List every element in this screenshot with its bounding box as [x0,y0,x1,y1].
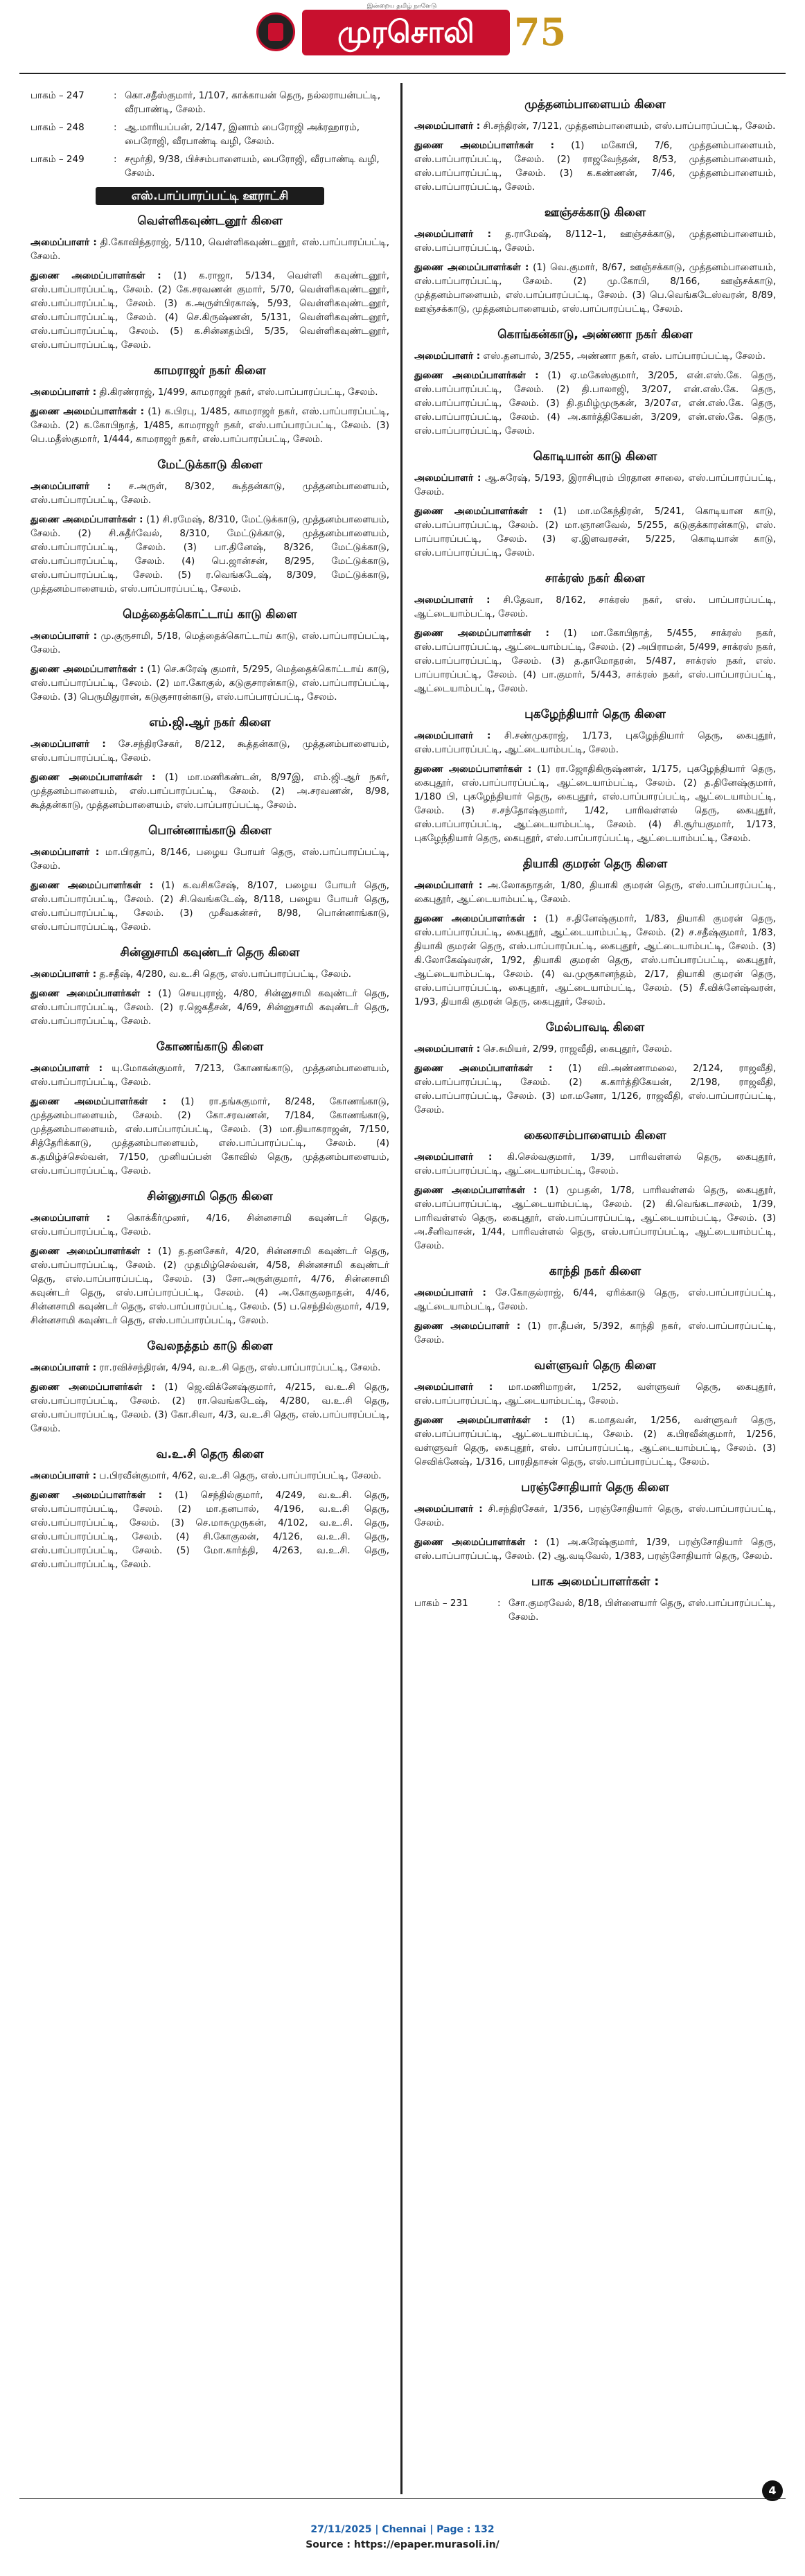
branch-list-right [414,96,776,1563]
booth-agents-title: பாக அமைப்பாளர்கள் : [531,1575,660,1589]
organizer-entry [30,236,389,263]
branch-title: மெத்தைக்கொட்டாய் காடு கிளை [123,608,297,621]
organizer-label: அமைப்பாளர் : [414,351,481,362]
organizer-text: சி.சண்முகராஜ், 1/173, புகழேந்தியார் தெரு, கைபுதூர், எஸ்.பாப்பாரப்பட்டி, ஆட்டையாம்பட்டி, சேலம். [414,730,777,755]
union-heading: எஸ்.பாப்பாரப்பட்டி ஊராட்சி [96,187,324,205]
organizer-text: ச.அருள், 8/302, கூத்தன்காடு, முத்தனம்பாளையம், எஸ்.பாப்பாரப்பட்டி, சேலம். [30,481,390,506]
organizer-label: அமைப்பாளர் : [414,880,483,891]
deputy-label: துணை அமைப்பாளர்கள் : [414,1537,538,1548]
deputy-entry [414,1535,776,1563]
deputy-label: துணை அமைப்பாளர்கள் : [30,1490,163,1501]
branch-section [414,1127,776,1253]
organizer-text: சி.தேவா, 8/162, சாக்ரஸ் நகர், எஸ். பாப்பாரப்பட்டி, ஆட்டையாம்பட்டி, சேலம். [414,594,777,619]
organizer-entry [414,1380,776,1408]
deputy-entry [414,762,776,845]
branch-title: பொன்னாங்காடு கிளை [148,824,272,838]
deputy-text: (1) மகோபி, 7/6, முத்தனம்பாளையம், எஸ்.பாப்பாரப்பட்டி, சேலம். (2) ராஜவேந்தன், 8/53, முத்தனம்பாளையம், எஸ்.பாப்பாரப்பட்டி, சேலம். (3) க.கண்ணன், 7/46, முத்தனம்பாளையம், எஸ்.பாப்பாரப்பட்டி, சேலம். [414,140,777,193]
organizer-entry [414,1286,776,1314]
organizer-entry [30,629,389,657]
organizer-text: சி.சந்திரசேகர், 1/356, பரஞ்சோதியார் தெரு, எஸ்.பாப்பாரப்பட்டி, சேலம். [414,1503,777,1528]
organizer-label: அமைப்பாளர் : [30,1470,97,1481]
deputy-text: (1) ச.தினேஷ்குமார், 1/83, தியாகி குமரன் தெரு, எஸ்.பாப்பாரப்பட்டி, கைபுதூர், ஆட்டையாம்பட்டி, சேலம். (2) ச.சதீஷ்குமார், 1/83, தியாகி குமரன் தெரு, எஸ்.பாப்பாரப்பட்டி, கைபுதூர், ஆட்டையாம்பட்டி, சேலம். (3) கி.லோகேஷ்வரன், 1/92, தியாகி குமரன் தெரு, எஸ்.பாப்பாரப்பட்டி, கைபுதூர், ஆட்டையாம்பட்டி, சேலம். (4) வ.முருகானந்தம், 2/17, தியாகி குமரன் தெரு, எஸ்.பாப்பாரப்பட்டி, கைபுதூர், ஆட்டையாம்பட்டி, சேலம். (5) சீ.விக்னேஷ்வரன், 1/93, தியாகி குமரன் தெரு, கைபுதூர், சேலம். [414,913,777,1007]
deputy-text: (1) செந்தில்குமார், 4/249, வ.உ.சி. தெரு, எஸ்.பாப்பாரப்பட்டி, சேலம். (2) மா.தனபால், 4/196, வ.உ.சி தெரு, எஸ்.பாப்பாரப்பட்டி, சேலம். (3) செ.மாசுமுருகன், 4/102, வ.உ.சி. தெரு, எஸ்.பாப்பாரப்பட்டி, சேலம். (4) சி.கோகுலன், 4/126, வ.உ.சி. தெரு, எஸ்.பாப்பாரப்பட்டி, சேலம். (5) மோ.கார்த்தி, 4/263, வ.உ.சி. தெரு, எஸ்.பாப்பாரப்பட்டி, சேலம். [30,1490,390,1570]
footer-source-link[interactable]: Source : https://epaper.murasoli.in/ [306,2539,499,2550]
deputy-label: துணை அமைப்பாளர்கள் : [414,913,537,924]
deputy-text: (1) க.ராஜா, 5/134, வெள்ளி கவுண்டனூர், எஸ்.பாப்பாரப்பட்டி, சேலம். (2) கே.சரவணன் குமார், 5/70, வெள்ளிகவுண்டனூர், எஸ்.பாப்பாரப்பட்டி, சேலம். (3) க.அருள்பிரகாஷ், 5/93, வெள்ளிகவுண்டனூர், எஸ்.பாப்பாரப்பட்டி, சேலம். (4) செ.கிருஷ்ணன், 5/131, வெள்ளிகவுண்டனூர், எஸ்.பாப்பாரப்பட்டி, சேலம். (5) க.சின்னதம்பி, 5/35, வெள்ளிகவுண்டனூர், எஸ்.பாப்பாரப்பட்டி, சேலம். [30,270,390,351]
branch-section [30,362,389,446]
branch-section [414,705,776,845]
deputy-entry [414,1061,776,1117]
branch-title: ஊஞ்சக்காடு கிளை [544,206,646,220]
deputy-label: துணை அமைப்பாளர்கள் : [414,262,529,273]
organizer-entry [30,385,389,399]
branch-title: சின்னுசாமி கவுண்டர் தெரு கிளை [120,946,300,960]
deputy-text: (1) செயபுராஜ், 4/80, சின்னுசாமி கவுண்டர் தெரு, எஸ்.பாப்பாரப்பட்டி, சேலம். (2) ர.ஜெகதீசன், 4/69, சின்னுசாமி கவுண்டர் தெரு, எஸ்.பாப்பாரப்பட்டி, சேலம். [30,988,389,1027]
branch-section [30,606,389,704]
deputy-entry [414,912,776,1009]
organizer-text: ஆ.சுரேஷ், 5/193, இராசிபுரம் பிரதான சாலை, எஸ்.பாப்பாரப்பட்டி, சேலம். [414,473,777,497]
organizer-text: த.சதீஷ், 4/280, வ.உ.சி தெரு, எஸ்.பாப்பாரப்பட்டி, சேலம். [99,969,352,980]
organizer-label: அமைப்பாளர் : [30,237,97,248]
branch-title: கோணங்காடு கிளை [156,1040,264,1054]
organizer-text: சி.சந்திரன், 7/121, முத்தனம்பாளையம், எஸ்.பாப்பாரப்பட்டி, சேலம். [483,121,776,132]
left-column [30,89,389,1581]
deputy-entry [414,261,776,316]
booth-label: பாகம் – 248 [30,122,85,133]
organizer-entry [30,1211,389,1239]
organizer-label: அமைப்பாளர் : [30,847,100,858]
branch-section [414,1479,776,1563]
deputy-label: துணை அமைப்பாளர்கள் : [414,628,549,639]
branch-section [414,1357,776,1469]
footer [0,2522,805,2552]
organizer-text: தி.கிரண்ராஜ், 1/499, காமராஜர் நகர், எஸ்.பாப்பாரப்பட்டி, சேலம். [99,387,378,398]
organizer-entry [30,737,389,765]
deputy-label: துணை அமைப்பாளர் : [414,1321,521,1332]
deputy-text: (1) க.மாதவன், 1/256, வள்ளுவர் தெரு, எஸ்.பாப்பாரப்பட்டி, ஆட்டையாம்பட்டி, சேலம். (2) க.பிரவீன்குமார், 1/256, வள்ளுவர் தெரு, கைபுதூர், எஸ். பாப்பாரப்பட்டி, ஆட்டையாம்பட்டி, சேலம். (3) செவிக்னேஷ், 1/316, பாரதிதாசன் தெரு, எஸ்.பாப்பாரப்பட்டி, சேலம். [414,1415,776,1467]
booth-entry [30,121,389,148]
booth-sep: : [114,154,117,165]
booth-entry [30,152,389,180]
organizer-entry [414,471,776,499]
organizer-label: அமைப்பாளர் : [30,969,97,980]
branch-section [414,570,776,696]
organizer-label: அமைப்பாளர் : [414,1043,481,1055]
deputy-entry [30,879,389,934]
booth-entry [414,1596,776,1624]
organizer-entry [414,879,776,906]
organizer-label: அமைப்பாளர் : [30,481,112,492]
organizer-entry [414,1042,776,1056]
organizer-text: மா.பிரதாப், 8/146, பழைய போயர் தெரு, எஸ்.பாப்பாரப்பட்டி, சேலம். [30,847,390,872]
deputy-entry [30,1244,389,1327]
organizer-label: அமைப்பாளர் : [30,1212,111,1224]
deputy-text: (1) மா.மணிகண்டன், 8/97இ, எம்.ஜி.ஆர் நகர், முத்தனம்பாளையம், எஸ்.பாப்பாரப்பட்டி, சேலம். (2) அ.சரவணன், 8/98, கூத்தன்காடு, முத்தனம்பாளையம், எஸ்.பாப்பாரப்பட்டி, சேலம். [30,772,390,811]
organizer-text: எஸ்.தனபால், 3/255, அண்ணா நகர், எஸ். பாப்பாரப்பட்டி, சேலம். [483,351,766,362]
booth-sep: : [114,90,117,101]
organizer-entry [30,1361,389,1375]
organizer-text: த.ராமேஷ், 8/112–1, ஊஞ்சக்காடு, முத்தனம்பாளையம், எஸ்.பாப்பாரப்பட்டி, சேலம். [414,229,777,254]
branch-title: வ.உ.சி தெரு கிளை [156,1447,264,1461]
booth-text: ஆ.மாரியப்பன், 2/147, இனாம் பைரோஜி அக்ரஹாரம், பைரோஜி, வீரபாண்டி வழி, சேலம். [125,122,360,147]
deputy-entry [30,513,389,596]
page-number-badge: 4 [762,2480,783,2501]
deputy-entry [30,662,389,704]
branch-title: எம்.ஜி.ஆர் நகர் கிளை [149,716,271,730]
deputy-text: (1) க.வசிகசேஷ், 8/107, பழைய போயர் தெரு, எஸ்.பாப்பாரப்பட்டி, சேலம். (2) சி.வெங்கடேஷ், 8/118, பழைய போயர் தெரு, எஸ்.பாப்பாரப்பட்டி, சேலம். (3) முசீவகன்சர், 8/98, பொன்னாங்காடு, எஸ்.பாப்பாரப்பட்டி, சேலம். [30,880,390,933]
organizer-label: அமைப்பாளர் : [414,1287,486,1298]
deputy-text: (1) மா.மகேந்திரன், 5/241, கொடியான காடு, எஸ்.பாப்பாரப்பட்டி, சேலம். (2) மா.ஞானவேல், 5/255, கடுகுக்காரன்காடு, எஸ். பாப்பாரப்பட்டி, சேலம். (3) ஏ.இளவரசன், 5/225, கொடியான் காடு, எஸ்.பாப்பாரப்பட்டி, சேலம். [414,506,777,558]
footer-date-page: 27/11/2025 | Chennai | Page : 132 [310,2524,495,2535]
branch-title: மேல்பாவடி கிளை [545,1021,645,1034]
branch-title: வெள்ளிகவுண்டனூர் கிளை [137,214,283,228]
booth-agents-section [414,1573,776,1624]
organizer-text: ரா.ரவிச்சந்திரன், 4/94, வ.உ.சி தெரு, எஸ்.பாப்பாரப்பட்டி, சேலம். [99,1362,381,1373]
organizer-text: யு.மோகன்குமார், 7/213, கோணங்காடு, முத்தனம்பாளையம், எஸ்.பாப்பாரப்பட்டி, சேலம். [30,1063,389,1088]
deputy-entry [414,1413,776,1469]
deputy-label: துணை அமைப்பாளர்கள் : [414,506,543,517]
organizer-label: அமைப்பாளர் : [30,739,106,750]
deputy-entry [414,1319,776,1347]
organizer-label: அமைப்பாளர் : [30,1063,103,1074]
booth-list [30,89,389,180]
booth-sep: : [114,122,117,133]
branch-section [30,1038,389,1178]
organizer-entry [414,349,776,363]
deputy-label: துணை அமைப்பாளர்கள் : [30,514,143,525]
branch-section [30,1337,389,1436]
deputy-entry [414,139,776,194]
booth-text: கொ.சதீஸ்குமார், 1/107, காக்காயன் தெரு, நல்லராயன்பட்டி, வீரபாண்டி, சேலம். [125,90,381,115]
organizer-entry [414,1502,776,1530]
column-divider [400,83,402,2494]
deputy-label: துணை அமைப்பாளர்கள் : [414,764,532,775]
organizer-label: அமைப்பாளர் : [30,630,98,642]
deputy-entry [30,1380,389,1436]
branch-section [414,204,776,316]
branch-title: மேட்டுக்காடு கிளை [157,458,263,472]
deputy-label: துணை அமைப்பாளர்கள் : [414,1415,548,1426]
deputy-label: துணை அமைப்பாளர்கள் : [414,1185,538,1196]
branch-title: தியாகி குமரன் தெரு கிளை [522,857,668,871]
branch-section [30,1445,389,1571]
booth-text: சோ.குமரவேல், 8/18, பிள்ளையார் தெரு, எஸ்.பாப்பாரப்பட்டி, சேலம். [508,1598,776,1623]
deputy-text: (1) சி.ரமேஷ், 8/310, மேட்டுக்காடு, முத்தனம்பாளையம், சேலம். (2) சி.சுதீர்வேல், 8/310, மேட்டுக்காடு, முத்தனம்பாளையம், எஸ்.பாப்பாரப்பட்டி, சேலம். (3) பா.தினேஷ், 8/326, மேட்டுக்காடு, எஸ்.பாப்பாரப்பட்டி, சேலம். (4) பெ.ஜான்சன், 8/295, மேட்டுக்காடு, எஸ்.பாப்பாரப்பட்டி, சேலம். (5) ர.வெங்கடேஷ், 8/309, மேட்டுக்காடு, முத்தனம்பாளையம், எஸ்.பாப்பாரப்பட்டி, சேலம். [30,514,389,594]
organizer-label: அமைப்பாளர் : [414,730,491,741]
booth-label: பாகம் – 249 [30,154,85,165]
deputy-entry [30,1095,389,1178]
branch-section [414,1018,776,1117]
branch-title: காந்தி நகர் கிளை [549,1264,642,1278]
right-column [414,89,776,1634]
deputy-entry [30,987,389,1028]
organizer-entry [414,119,776,133]
branch-section [30,714,389,812]
organizer-entry [30,1061,389,1089]
branch-section [414,855,776,1009]
organizer-entry [30,1469,389,1483]
organizer-text: கி.செல்வகுமார், 1/39, பாரிவள்ளல் தெரு, கைபுதூர், எஸ்.பாப்பாரப்பட்டி, ஆட்டையாம்பட்டி, சேலம். [414,1152,776,1176]
branch-section [414,448,776,560]
organizer-label: அமைப்பாளர் : [414,473,481,484]
deputy-entry [414,1183,776,1253]
branch-title: வள்ளுவர் தெரு கிளை [534,1359,656,1373]
branch-section [414,326,776,438]
branch-title: கைலாசம்பாளையம் கிளை [524,1129,666,1143]
organizer-label: அமைப்பாளர் : [414,1503,483,1515]
deputy-entry [30,770,389,812]
deputy-entry [414,369,776,438]
organizer-text: செ.சுமியர், 2/99, ராஜவீதி, கைபுதூர், சேலம். [483,1043,673,1055]
organizer-text: கொக்கீர்முனர், 4/16, சின்னசாமி கவுண்டர் தெரு, எஸ்.பாப்பாரப்பட்டி, சேலம். [30,1212,389,1237]
deputy-text: (1) வெ.குமார், 8/67, ஊஞ்சக்காடு, முத்தனம்பாளையம், எஸ்.பாப்பாரப்பட்டி, சேலம். (2) மு.கோபி, 8/166, ஊஞ்சக்காடு, முத்தனம்பாளையம், எஸ்.பாப்பாரப்பட்டி, சேலம். (3) பெ.வெங்கடேஸ்வரன், 8/89, ஊஞ்சக்காடு, முத்தனம்பாளையம், எஸ்.பாப்பாரப்பட்டி, சேலம். [414,262,777,315]
deputy-text: (1) செ.சுரேஷ் குமார், 5/295, மெத்தைக்கொட்டாய் காடு, எஸ்.பாப்பாரப்பட்டி, சேலம். (2) மா.கோகுல், கடுகுசாரன்காடு, எஸ்.பாப்பாரப்பட்டி, சேலம். (3) பெருமிதுரான், கடுகுசாரன்காடு, எஸ்.பாப்பாரப்பட்டி, சேலம். [30,664,389,703]
deputy-text: (1) ரா.ஜோதிகிருஷ்ணன், 1/175, புகழேந்தியார் தெரு, கைபுதூர், எஸ்.பாப்பாரப்பட்டி, ஆட்டையாம்பட்டி, சேலம். (2) த.தினேஷ்குமார், 1/180 பி, புகழேந்தியார் தெரு, கைபுதூர், எஸ்.பாப்பாரப்பட்டி, ஆட்டையாம்பட்டி, சேலம். (3) ச.சந்தோஷ்குமார், 1/42, பாரிவள்ளல் தெரு, கைபுதூர், எஸ்.பாப்பாரப்பட்டி, ஆட்டையாம்பட்டி, சேலம். (4) சி.சூர்யகுமார், 1/173, புகழேந்தியார் தெரு, கைபுதூர், எஸ்.பாப்பாரப்பட்டி, ஆட்டையாம்பட்டி, சேலம். [414,764,777,844]
booth-entry [30,89,389,116]
branch-section [30,822,389,934]
deputy-text: (1) க.பிரபு, 1/485, காமராஜர் நகர், எஸ்.பாப்பாரப்பட்டி, சேலம். (2) க.கோபிநாத், 1/485, காமராஜர் நகர், எஸ்.பாப்பாரப்பட்டி, சேலம். (3) பெ.மதீஸ்குமார், 1/444, காமராஜர் நகர், எஸ்.பாப்பாரப்பட்டி, சேலம். [30,406,389,445]
branch-section [30,1188,389,1327]
bottom-rule [19,2498,786,2499]
branch-section [414,1262,776,1347]
organizer-entry [414,227,776,255]
anniversary-badge: 75 [514,10,567,54]
organizer-label: அமைப்பாளர் : [414,121,481,132]
organizer-entry [414,1150,776,1178]
deputy-text: (1) அ.சுரேஷ்குமார், 1/39, பரஞ்சோதியார் தெரு, எஸ்.பாப்பாரப்பட்டி, சேலம். (2) ஆ.வடிவேல், 1/383, பரஞ்சோதியார் தெரு, சேலம். [414,1537,777,1562]
branch-title: பரஞ்சோதியார் தெரு கிளை [521,1481,669,1494]
organizer-text: சே.கோகுல்ராஜ், 6/44, ஏரிக்காடு தெரு, எஸ்.பாப்பாரப்பட்டி, ஆட்டையாம்பட்டி, சேலம். [414,1287,777,1312]
branch-title: வேலநத்தம் காடு கிளை [147,1339,273,1353]
branch-section [30,212,389,352]
branch-title: புகழேந்தியார் தெரு கிளை [524,707,666,721]
organizer-entry [30,967,389,981]
organizer-text: ப.பிரவீன்குமார், 4/62, வ.உ.சி தெரு, எஸ்.பாப்பாரப்பட்டி, சேலம். [99,1470,382,1481]
branch-section [30,456,389,596]
deputy-entry [30,405,389,446]
branch-section [30,944,389,1028]
organizer-text: தி.கோவிந்தராஜ், 5/110, வெள்ளிகவுண்டனூர், எஸ்.பாப்பாரப்பட்டி, சேலம். [30,237,389,262]
deputy-label: துணை அமைப்பாளர்கள் : [30,988,152,999]
deputy-entry [414,504,776,560]
organizer-label: அமைப்பாளர் : [414,1152,493,1163]
deputy-label: துணை அமைப்பாளர்கள் : [30,406,145,417]
organizer-entry [414,729,776,757]
booth-sep: : [497,1598,501,1609]
branch-title: சின்னுசாமி தெரு கிளை [147,1190,273,1203]
deputy-label: துணை அமைப்பாளர்கள் : [30,664,144,675]
organizer-label: அமைப்பாளர் : [414,1382,493,1393]
deputy-label: துணை அமைப்பாளர்கள் : [30,1382,156,1393]
masthead [0,0,805,69]
branch-title: முத்தனம்பாளையம் கிளை [524,98,666,112]
booth-text: சமூர்தி, 9/38, பிச்சம்பாளையம், பைரோஜி, வீரபாண்டி வழி, சேலம். [125,154,380,179]
deputy-text: (1) ரா.தங்ககுமார், 8/248, கோணங்காடு, முத்தனம்பாளையம், சேலம். (2) கோ.சரவணன், 7/184, கோணங்காடு, முத்தனம்பாளையம், எஸ்.பாப்பாரப்பட்டி, சேலம். (3) மா.தியாகராஜன், 7/150, சித்தேரிக்காடு, முத்தனம்பாளையம், எஸ்.பாப்பாரப்பட்டி, சேலம். (4) க.தமிழ்ச்செல்வன், 7/150, முனியப்பன் கோவில் தெரு, முத்தனம்பாளையம், எஸ்.பாப்பாரப்பட்டி, சேலம். [30,1096,389,1176]
deputy-text: (1) த.தனசேகர், 4/20, சின்னசாமி கவுண்டர் தெரு, எஸ்.பாப்பாரப்பட்டி, சேலம். (2) முதமிழ்செல்வன், 4/58, சின்னசாமி கவுண்டர் தெரு, எஸ்.பாப்பாரப்பட்டி, சேலம். (3) சோ.அருள்குமார், 4/76, சின்னசாமி கவுண்டர் தெரு, எஸ்.பாப்பாரப்பட்டி, சேலம். (4) அ.கோகுலநாதன், 4/46, சின்னசாமி கவுண்டர் தெரு, எஸ்.பாப்பாரப்பட்டி, சேலம். (5) ப.செந்தில்குமார், 4/19, சின்னசாமி கவுண்டர் தெரு, எஸ்.பாப்பாரப்பட்டி, சேலம். [30,1246,389,1326]
deputy-label: துணை அமைப்பாளர்கள் : [30,880,154,891]
branch-title: கொடியான் காடு கிளை [533,450,657,464]
deputy-entry [414,626,776,696]
deputy-label: துணை அமைப்பாளர்கள் : [414,370,539,381]
deputy-text: (1) வி.அண்ணாமலை, 2/124, ராஜவீதி, எஸ்.பாப்பாரப்பட்டி, சேலம். (2) க.கார்த்திகேயன், 2/198, ராஜவீதி, எஸ்.பாப்பாரப்பட்டி, சேலம். (3) மா.மனோ, 1/126, ராஜவீதி, எஸ்.பாப்பாரப்பட்டி, சேலம். [414,1063,777,1115]
branch-list-left [30,212,389,1571]
deputy-label: துணை அமைப்பாளர்கள் : [30,772,156,783]
top-rule [19,73,786,74]
organizer-label: அமைப்பாளர் : [414,229,491,240]
deputy-label: துணை அமைப்பாளர்கள் : [30,270,161,281]
organizer-entry [414,593,776,621]
organizer-label: அமைப்பாளர் : [30,387,97,398]
deputy-label: துணை அமைப்பாளர்கள் : [414,1063,553,1074]
masthead-tagline: இன்றைய தமிழ் நாளேடு [366,3,437,10]
organizer-text: சே.சந்திரசேகர், 8/212, கூத்தன்காடு, முத்தனம்பாளையம், எஸ்.பாப்பாரப்பட்டி, சேலம். [30,739,389,764]
organizer-label: அமைப்பாளர் : [30,1362,97,1373]
booth-label: பாகம் – 231 [414,1598,468,1609]
organizer-entry [30,479,389,507]
newspaper-title: முரசொலி [302,10,510,55]
deputy-text: (1) மா.கோபிநாத், 5/455, சாக்ரஸ் நகர், எஸ்.பாப்பாரப்பட்டி, ஆட்டையாம்பட்டி, சேலம். (2) அபிராமன், 5/499, சாக்ரஸ் நகர், எஸ்.பாப்பாரப்பட்டி, சேலம். (3) த.தாமோதரன், 5/487, சாக்ரஸ் நகர், எஸ். பாப்பாரப்பட்டி, சேலம். (4) பா.குமார், 5/443, சாக்ரஸ் நகர், எஸ்.பாப்பாரப்பட்டி, ஆட்டையாம்பட்டி, சேலம். [414,628,777,694]
booth-label: பாகம் – 247 [30,90,85,101]
organizer-text: மு.குருசாமி, 5/18, மெத்தைக்கொட்டாய் காடு, எஸ்.பாப்பாரப்பட்டி, சேலம். [30,630,389,655]
deputy-text: (1) முபதன், 1/78, பாரிவள்ளல் தெரு, கைபுதூர், எஸ்.பாப்பாரப்பட்டி, ஆட்டையாம்பட்டி, சேலம். (2) கி.வெங்கடாசலம், 1/39, பாரிவள்ளல் தெரு, கைபுதூர், எஸ்.பாப்பாரப்பட்டி, ஆட்டையாம்பட்டி, சேலம். (3) அ.சீனிவாசன், 1/44, பாரிவள்ளல் தெரு, எஸ்.பாப்பாரப்பட்டி, ஆட்டையாம்பட்டி, சேலம். [414,1185,776,1251]
deputy-label: துணை அமைப்பாளர்கள் : [30,1246,152,1257]
branch-title: கொங்கன்காடு, அண்ணா நகர் கிளை [497,328,693,342]
deputy-entry [30,269,389,352]
deputy-label: துணை அமைப்பாளர்கள் : [30,1096,167,1107]
branch-section [414,96,776,194]
deputy-entry [30,1488,389,1571]
deputy-label: துணை அமைப்பாளர்கள் : [414,140,555,151]
organizer-text: மா.மணிமாறன், 1/252, வள்ளுவர் தெரு, கைபுதூர், எஸ்.பாப்பாரப்பட்டி, ஆட்டையாம்பட்டி, சேலம். [414,1382,776,1406]
deputy-text: (1) ரா.தீபன், 5/392, காந்தி நகர், எஸ்.பாப்பாரப்பட்டி, சேலம். [414,1321,777,1346]
party-emblem-icon [256,12,295,51]
branch-title: காமராஜர் நகர் கிளை [153,364,266,378]
organizer-label: அமைப்பாளர் : [414,594,490,606]
organizer-entry [30,845,389,873]
branch-title: சாக்ரஸ் நகர் கிளை [545,572,646,585]
deputy-text: (1) ஏ.மகேஸ்குமார், 3/205, என்.எஸ்.கே. தெரு, எஸ்.பாப்பாரப்பட்டி, சேலம். (2) தி.பாலாஜி, 3/207, என்.எஸ்.கே. தெரு, எஸ்.பாப்பாரப்பட்டி, சேலம். (3) தி.தமிழ்முருகன், 3/207எ, என்.எஸ்.கே. தெரு, எஸ்.பாப்பாரப்பட்டி, சேலம். (4) அ.கார்த்திகேயன், 3/209, என்.எஸ்.கே. தெரு, எஸ்.பாப்பாரப்பட்டி, சேலம். [414,370,777,436]
organizer-text: அ.லோகநாதன், 1/80, தியாகி குமரன் தெரு, எஸ்.பாப்பாரப்பட்டி, கைபுதூர், ஆட்டையாம்பட்டி, சேலம். [414,880,776,905]
deputy-text: (1) ஜெ.விக்னேஷ்குமார், 4/215, வ.உ.சி தெரு, எஸ்.பாப்பாரப்பட்டி, சேலம். (2) ரா.வெங்கடேஷ், 4/280, வ.உ.சி தெரு, எஸ்.பாப்பாரப்பட்டி, சேலம். (3) கோ.சிவா, 4/3, வ.உ.சி தெரு, எஸ்.பாப்பாரப்பட்டி, சேலம். [30,1382,389,1434]
